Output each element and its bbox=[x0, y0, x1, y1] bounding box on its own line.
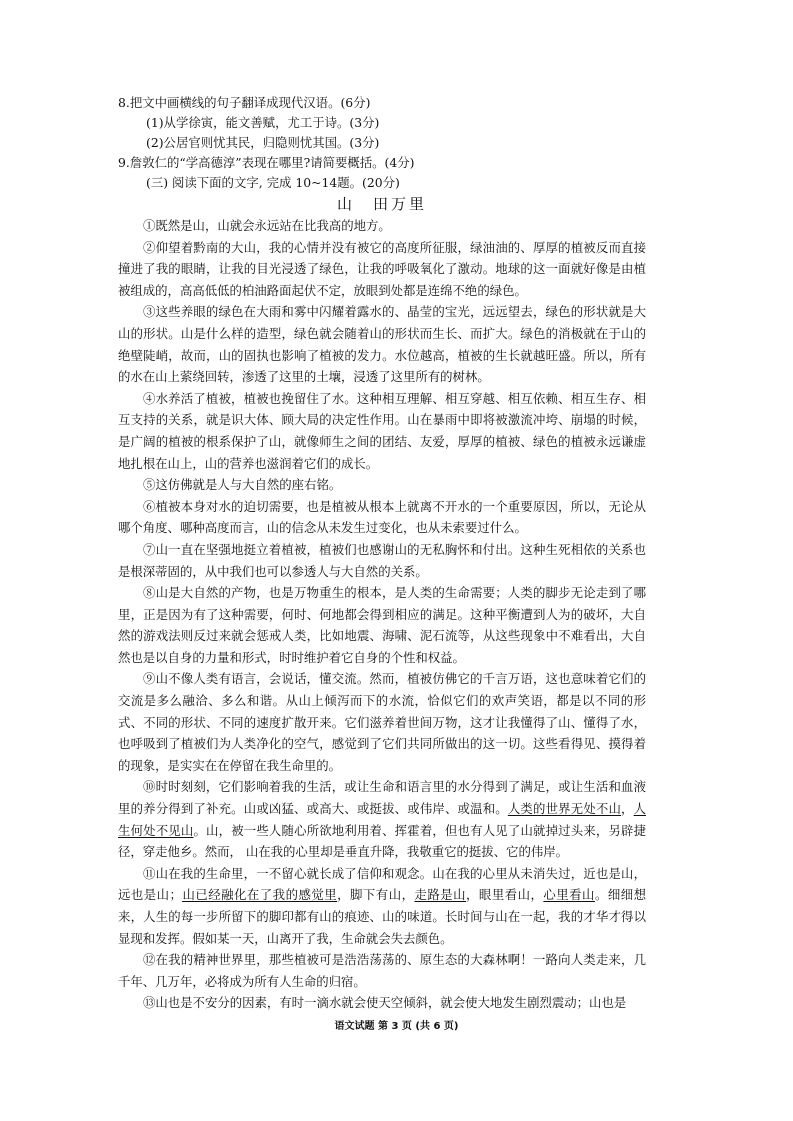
question-line: (2)公居官则忧其民，归隐则忧其国。(3分) bbox=[146, 135, 380, 150]
underlined-sentence: 山已经融化在了我的感觉里 bbox=[181, 887, 338, 903]
exam-page-body bbox=[118, 93, 646, 1014]
paragraph-text: ⑬山也是不安分的因素，有时一滴水就会使天空倾斜，就会使大地发生剧烈震动；山也是 bbox=[143, 995, 627, 1011]
page-footer: 语文试题 第 3 页 (共 6 页) bbox=[334, 1021, 459, 1032]
article-paragraph bbox=[118, 992, 646, 1014]
article-paragraph bbox=[118, 539, 646, 582]
underlined-sentence: 人生何处不见山 bbox=[118, 801, 647, 838]
paragraph-text: ①既然是山，山就会永远站在比我高的地方。 bbox=[143, 218, 391, 233]
question-line: 9.詹敦仁的“学高德淳”表现在哪里?请简要概括。(4分) bbox=[118, 155, 415, 170]
paragraph-text: ⑪山在我的生命里，一不留心就长成了信仰和观念。山在我的心里从未消失过，近也是山，远也是山； bbox=[118, 865, 646, 903]
paragraph-text: ⑩时时刻刻，它们影响着我的生活，或让生命和语言里的水分得到了满足，或让生活和血液里的养分得到了补充。山或凶猛、或高大、或挺拔、或伟岸、或温和。 bbox=[118, 779, 646, 817]
underlined-sentence: 走路是山 bbox=[414, 887, 467, 903]
article-paragraph bbox=[118, 388, 646, 474]
paragraph-text: ， bbox=[621, 801, 634, 817]
paragraph-text: 。细细想来，人生的每一步所留下的脚印都有山的痕迹、山的味道。长时间与山在一起，我的才华才得以显现和发挥。假如某一天，山离开了我，生命就会失去颜色。 bbox=[118, 887, 647, 946]
article-title: 山 田万里 bbox=[336, 195, 427, 213]
article-paragraph bbox=[118, 582, 646, 668]
article-paragraph bbox=[118, 949, 646, 992]
article-body bbox=[118, 215, 646, 1014]
paragraph-text: ③这些养眼的绿色在大雨和雾中闪耀着露水的、晶莹的宝光，远远望去，绿色的形状就是大山的形状。山是什么样的造型，绿色就会随着山的形状而生长、而扩大。绿色的消极就在于山的绝壁陡峭，故而，山的固执也影响了植被的发力。水位越高，植被的生长就越旺盛。所以，所有的水在山上萦绕回转，渗透了这里的土壤，浸透了这里所有的树林。 bbox=[118, 304, 646, 385]
question-line: 8.把文中画横线的句子翻译成现代汉语。(6分) bbox=[118, 95, 371, 110]
paragraph-text: ②仰望着黔南的大山，我的心情并没有被它的高度所征服，绿油油的、厚厚的植被反而直接撞进了我的眼睛，让我的目光浸透了绿色，让我的呼吸氧化了激动。地球的这一面就好像是由植被组成的，高高低低的柏油路面起伏不定，放眼到处都是连绵不绝的绿色。 bbox=[118, 239, 646, 298]
paragraph-text: 。山，被一些人随心所欲地利用着、挥霍着，但也有人见了山就掉过头来，另辟捷径，穿走他乡。然而， 山在我的心里却是垂直升降，我敬重它的挺拔、它的伟岸。 bbox=[118, 822, 647, 860]
article-paragraph bbox=[118, 237, 646, 302]
underlined-sentence: 心里看山 bbox=[543, 887, 595, 903]
underlined-sentence: 人类的世界无处不山 bbox=[507, 801, 622, 817]
question-line: (1)从学徐寅，能文善赋，尤工于诗。(3分) bbox=[146, 115, 380, 130]
article-paragraph bbox=[118, 301, 646, 387]
article-paragraph bbox=[118, 668, 646, 776]
paragraph-text: ⑤这仿佛就是人与大自然的座右铭。 bbox=[143, 477, 342, 493]
section-intro: (三) 阅读下面的文字, 完成 10~14题。(20分) bbox=[146, 175, 400, 190]
paragraph-text: ⑥植被本身对水的迫切需要，也是植被从根本上就离不开水的一个重要原因，所以，无论从哪个角度、哪种高度而言，山的信念从未发生过变化，也从未索要过什么。 bbox=[118, 498, 646, 536]
paragraph-text: ，脚下有山， bbox=[337, 887, 415, 903]
paragraph-text: ⑨山不像人类有语言，会说话，懂交流。然而，植被仿佛它的千言万语，这也意味着它们的交流是多么融洽、多么和谐。从山上倾泻而下的水流，恰似它们的欢声笑语，都是以不同的形式、不同的形状、不同的速度扩散开来。它们滋养着世间万物，这才让我懂得了山、懂得了水，也呼吸到了植被们为人类净化的空气，感觉到了它们共同所做出的这一切。这些看得见、摸得着的现象，是实实在在停留在我生命里的。 bbox=[118, 671, 646, 773]
article-paragraph bbox=[118, 496, 646, 539]
questions-block bbox=[118, 93, 646, 173]
paragraph-text: ⑧山是大自然的产物，也是万物重生的根本，是人类的生命需要；人类的脚步无论走到了哪里，正是因为有了这种需要，何时、何地都会得到相应的满足。这种平衡遭到人为的破坏，大自然的游戏法则反过来就会惩戒人类，比如地震、海啸、泥石流等，从这些现象中不难看出，大自然也是以自身的力量和形式，时时维护着它自身的个性和权益。 bbox=[118, 585, 646, 665]
paragraph-text: ⑦山一直在坚强地挺立着植被，植被们也感谢山的无私胸怀和付出。这种生死相依的关系也是根深蒂固的，从中我们也可以参透人与大自然的关系。 bbox=[118, 541, 646, 579]
article-paragraph bbox=[118, 474, 646, 496]
paragraph-text: ④水养活了植被，植被也挽留住了水。这种相互理解、相互穿越、相互依赖、相互生存、相互支持的关系，就是识大体、顾大局的决定性作用。山在暴雨中即将被激流冲垮、崩塌的时候，是广阔的植被的根系保护了山，就像师生之间的团结、友爱，厚厚的植被、绿色的植被永远谦虚地扎根在山上，山的营养也滋润着它们的成长。 bbox=[118, 390, 646, 471]
article-paragraph bbox=[118, 776, 646, 862]
paragraph-text: ⑫在我的精神世界里，那些植被可是浩浩荡荡的、原生态的大森林啊！一路向人类走来，几千年、几万年，必将成为所有人生命的归宿。 bbox=[118, 952, 646, 989]
paragraph-text: ，眼里看山， bbox=[466, 887, 544, 903]
article-paragraph bbox=[118, 863, 646, 949]
article-paragraph bbox=[118, 215, 646, 237]
